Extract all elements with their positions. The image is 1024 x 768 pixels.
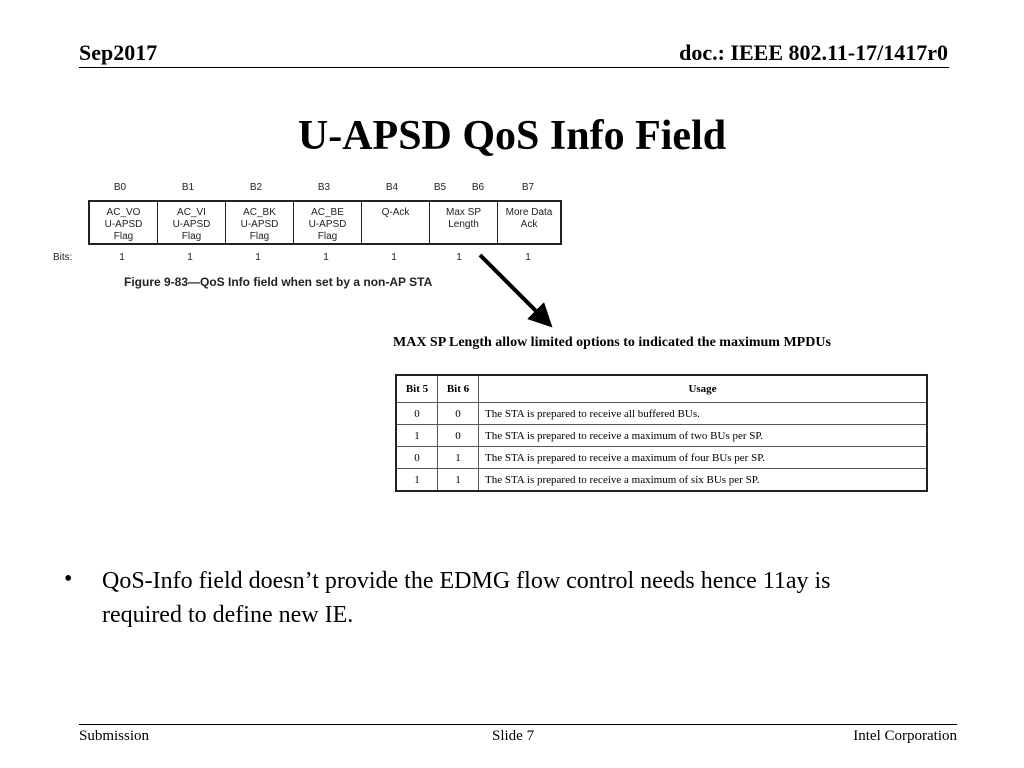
bits-value-5: 1 — [456, 252, 462, 263]
bit-label-b5: B5 — [433, 182, 447, 193]
header-date: Sep2017 — [79, 40, 158, 65]
cell-bit6: 0 — [438, 403, 479, 425]
footer-organization: Intel Corporation — [853, 728, 957, 744]
bit-label-b4: B4 — [385, 182, 399, 193]
table-row — [396, 469, 927, 492]
cell-bit6: 0 — [438, 425, 479, 447]
cell-bit5: 1 — [396, 469, 438, 492]
cell-usage: The STA is prepared to receive a maximum of six BUs per SP. — [479, 469, 928, 492]
header-doc-id: doc.: IEEE 802.11-17/1417r0 — [679, 40, 948, 65]
bits-value-1: 1 — [187, 252, 193, 263]
table-row — [396, 403, 927, 425]
field-q-ack: Q-Ack — [362, 202, 430, 243]
figure-caption: Figure 9-83—QoS Info field when set by a non-AP STA — [124, 275, 433, 289]
bit-label-b1: B1 — [181, 182, 195, 193]
bits-value-4: 1 — [391, 252, 397, 263]
field-ac-vi: AC_VI U-APSD Flag — [158, 202, 226, 243]
cell-bit5: 0 — [396, 403, 438, 425]
max-sp-length-note: MAX SP Length allow limited options to indicated the maximum MPDUs — [393, 335, 831, 350]
qos-info-field-diagram — [88, 200, 562, 245]
header-bit5: Bit 5 — [396, 375, 438, 403]
header-usage: Usage — [479, 375, 928, 403]
field-ac-be: AC_BE U-APSD Flag — [294, 202, 362, 243]
bits-value-2: 1 — [255, 252, 261, 263]
header-bit6: Bit 6 — [438, 375, 479, 403]
field-ac-bk: AC_BK U-APSD Flag — [226, 202, 294, 243]
header-divider — [79, 67, 949, 68]
bit-label-b6: B6 — [471, 182, 485, 193]
table-row — [396, 425, 927, 447]
cell-usage: The STA is prepared to receive a maximum of two BUs per SP. — [479, 425, 928, 447]
pointer-arrow — [470, 245, 560, 335]
cell-bit6: 1 — [438, 447, 479, 469]
footer-submission: Submission — [79, 728, 150, 744]
cell-bit6: 1 — [438, 469, 479, 492]
usage-table — [395, 374, 928, 492]
field-more-data-ack: More Data Ack — [505, 207, 553, 230]
bit-label-b2: B2 — [249, 182, 263, 193]
cell-bit5: 1 — [396, 425, 438, 447]
field-max-sp-length: Max SP Length — [430, 202, 498, 243]
bits-value-3: 1 — [323, 252, 329, 263]
footer-slide-number: Slide 7 — [492, 728, 535, 744]
bit-label-b7: B7 — [521, 182, 535, 193]
field-ac-vo: AC_VO U-APSD Flag — [90, 202, 158, 243]
cell-usage: The STA is prepared to receive a maximum of four BUs per SP. — [479, 447, 928, 469]
usage-table-header — [396, 375, 927, 403]
slide-title: U-APSD QoS Info Field — [297, 113, 727, 159]
bits-value-0: 1 — [119, 252, 125, 263]
bullet-text: QoS-Info field doesn’t provide the EDMG flow control needs hence 11ay is required to define new IE. — [102, 568, 831, 628]
bit-label-b3: B3 — [317, 182, 331, 193]
bit-label-b0: B0 — [113, 182, 127, 193]
bullet-marker: • — [64, 566, 73, 592]
bits-value-6: 1 — [525, 252, 531, 263]
bits-label: Bits: — [53, 252, 73, 263]
table-row — [396, 447, 927, 469]
footer-divider — [79, 724, 957, 725]
cell-usage: The STA is prepared to receive all buffered BUs. — [479, 403, 928, 425]
cell-bit5: 0 — [396, 447, 438, 469]
